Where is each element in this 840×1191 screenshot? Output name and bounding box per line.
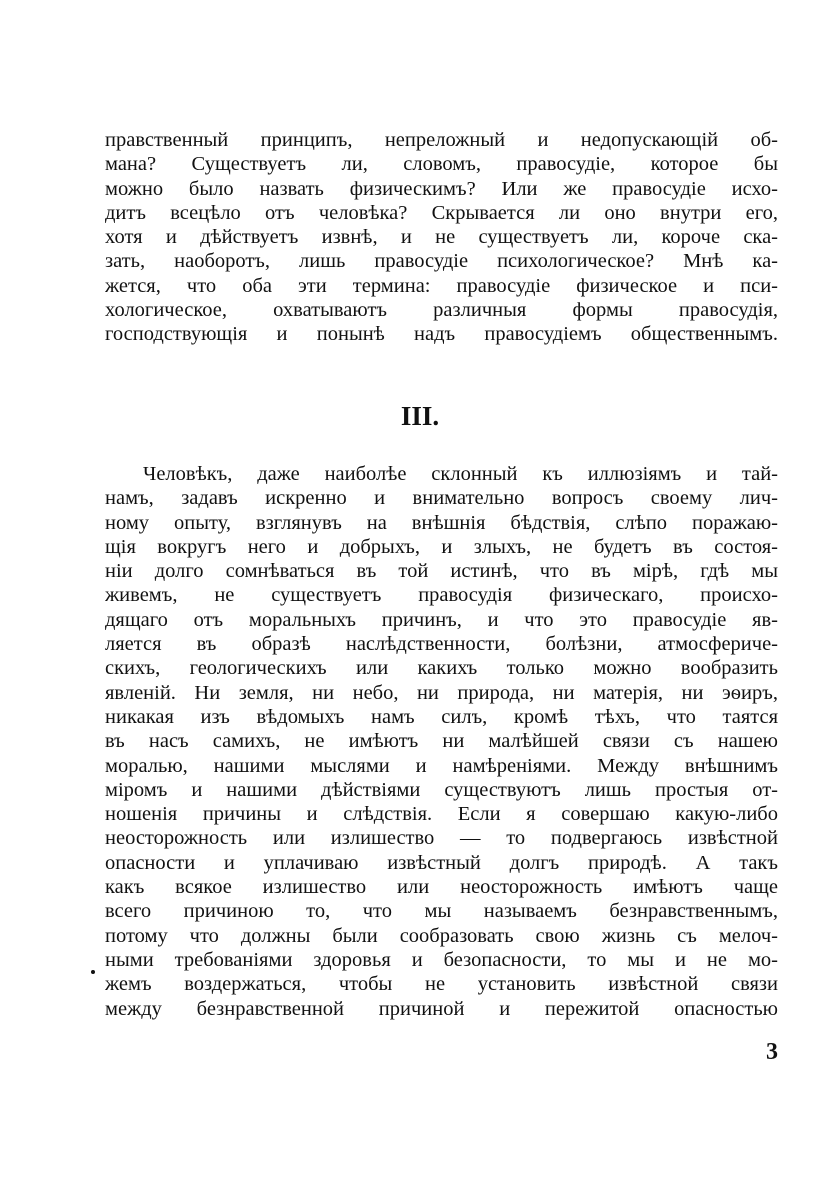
- text-line: ношенія причины и слѣдствія. Если я совершаю какую-либо: [105, 803, 778, 826]
- text-line: въ насъ самихъ, не имѣютъ ни малѣйшей связи съ нашею: [105, 730, 778, 753]
- text-line: ному опыту, взглянувъ на внѣшнія бѣдствія, слѣпо поражаю-: [105, 511, 778, 534]
- text-line: ными требованіями здоровья и безопасности, то мы и не мо-: [105, 948, 778, 971]
- text-line: между безнравственной причиной и пережитой опасностью: [105, 997, 778, 1020]
- text-line: зать, наоборотъ, лишь правосудіе психологическое? Мнѣ ка-: [105, 250, 778, 273]
- text-line: какъ всякое излишество или неосторожность имѣютъ чаще: [105, 876, 778, 899]
- text-line: всего причиною то, что мы называемъ безнравственнымъ,: [105, 900, 778, 923]
- text-line: Человѣкъ, даже наиболѣе склонный къ иллюзіямъ и тай-: [143, 463, 778, 485]
- text-line: дящаго отъ моральныхъ причинъ, и что это правосудіе яв-: [105, 608, 778, 631]
- text-line: ляется въ образѣ наслѣдственности, болѣзни, атмосфериче-: [105, 633, 778, 656]
- print-speck: [91, 970, 95, 974]
- text-line: явленій. Ни земля, ни небо, ни природа, ни матерія, ни эѳиръ,: [105, 681, 778, 704]
- text-line: хотя и дѣйствуетъ извнѣ, и не существуетъ ли, короче ска-: [105, 226, 778, 249]
- paragraph-2: [105, 462, 778, 1021]
- text-line: мана? Существуетъ ли, словомъ, правосудіе, которое бы: [105, 153, 778, 176]
- section-heading: III.: [400, 401, 440, 431]
- text-line: можно было назвать физическимъ? Или же правосудіе исхо-: [105, 177, 778, 200]
- text-line: міромъ и нашими дѣйствіями существуютъ лишь простыя от-: [105, 778, 778, 801]
- text-line: жется, что оба эти термина: правосудіе физическое и пси-: [105, 274, 778, 297]
- text-line: дитъ всецѣло отъ человѣка? Скрывается ли оно внутри его,: [105, 201, 778, 224]
- text-line: хологическое, охватываютъ различныя формы правосудія,: [105, 299, 778, 322]
- text-line: ніи долго сомнѣваться въ той истинѣ, что въ мірѣ, гдѣ мы: [105, 560, 778, 583]
- text-line: моралью, нашими мыслями и намѣреніями. Между внѣшнимъ: [105, 754, 778, 777]
- text-line: жемъ воздержаться, чтобы не установить извѣстной связи: [105, 973, 778, 996]
- text-line: потому что должны были сообразовать свою жизнь съ мелоч-: [105, 924, 778, 947]
- text-line: намъ, задавъ искренно и внимательно вопросъ своему лич-: [105, 487, 778, 510]
- page-number: 3: [766, 1039, 778, 1065]
- text-line: господствующія и понынѣ надъ правосудіемъ общественнымъ.: [105, 323, 778, 346]
- text-line: щія вокругъ него и добрыхъ, и злыхъ, не будетъ въ состоя-: [105, 535, 778, 558]
- text-line: живемъ, не существуетъ правосудія физическаго, происхо-: [105, 584, 778, 607]
- text-line: правственный принципъ, непреложный и недопускающій об-: [105, 129, 778, 151]
- paragraph-1: [105, 128, 778, 347]
- text-line: никакая изъ вѣдомыхъ намъ силъ, кромѣ тѣхъ, что таятся: [105, 705, 778, 728]
- text-line: опасности и уплачиваю извѣстный долгъ природѣ. А такъ: [105, 851, 778, 874]
- text-line: неосторожность или излишество — то подвергаюсь извѣстной: [105, 827, 778, 850]
- text-line: скихъ, геологическихъ или какихъ только можно вообразить: [105, 657, 778, 680]
